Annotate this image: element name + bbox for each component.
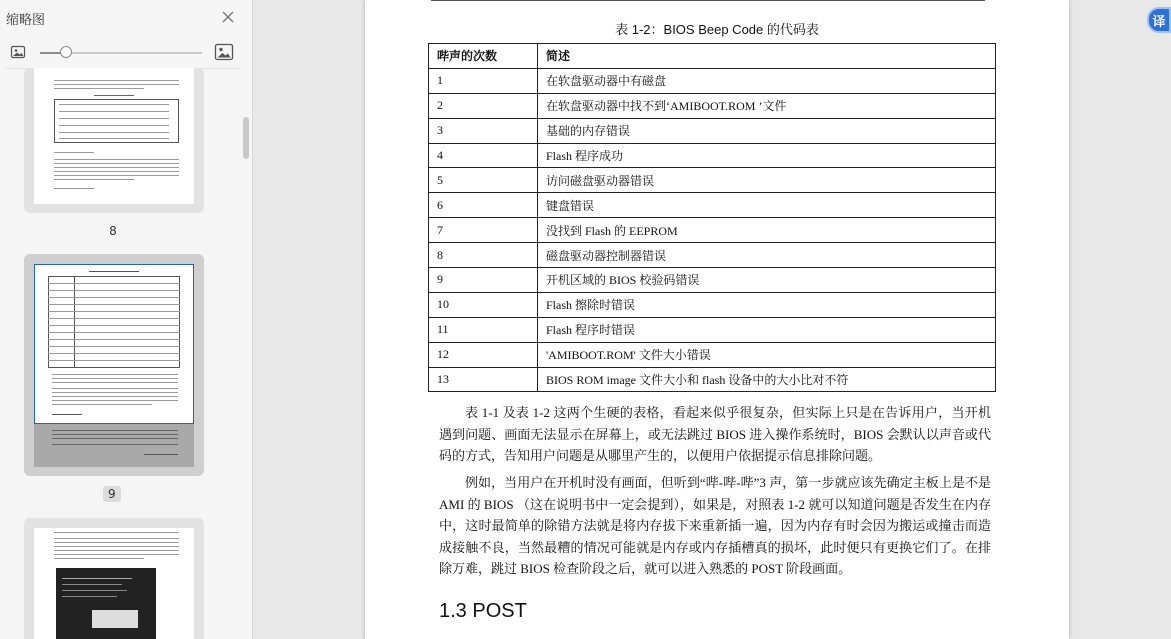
table-header-row [429, 44, 996, 69]
column-header: 哔声的次数 [429, 44, 538, 69]
beep-count: 2 [429, 93, 538, 118]
close-icon[interactable] [219, 8, 237, 26]
beep-count: 9 [429, 268, 538, 293]
translate-button[interactable]: 译 [1147, 7, 1171, 33]
table-row [429, 168, 996, 193]
slider-handle[interactable] [60, 46, 72, 58]
document-viewer[interactable] [253, 0, 1171, 639]
beep-code-table [428, 43, 996, 392]
table-row [429, 143, 996, 168]
beep-count: 12 [429, 342, 538, 367]
thumbnail-page-number: 8 [109, 224, 117, 238]
thumbnail-sidebar [0, 0, 253, 639]
sidebar-scrollbar[interactable] [243, 117, 249, 159]
small-thumbnail-icon[interactable] [10, 44, 26, 60]
table-row [429, 68, 996, 93]
beep-description: 基础的内存错误 [538, 118, 996, 143]
beep-description: 磁盘驱动器控制器错误 [538, 243, 996, 268]
beep-description: 没找到 Flash 的 EEPROM [538, 218, 996, 243]
beep-description: Flash 程序成功 [538, 143, 996, 168]
beep-count: 1 [429, 68, 538, 93]
section-heading: 1.3 POST [439, 600, 527, 622]
beep-count: 6 [429, 193, 538, 218]
table-row [429, 268, 996, 293]
large-thumbnail-icon[interactable] [214, 43, 234, 61]
beep-description: 开机区域的 BIOS 校验码错误 [538, 268, 996, 293]
table-row [429, 342, 996, 367]
beep-count: 8 [429, 243, 538, 268]
body-paragraph: 表 1-1 及表 1-2 这两个生硬的表格，看起来似乎很复杂，但实际上只是在告诉用户，当开机遇到问题、画面无法显示在屏幕上，或无法跳过 BIOS 进入操作系统时，BIOS 会默认以声音或代码的方式，告知用户问题是从哪里产生的，以便用户依据提示信息排除问题。 [439, 405, 991, 464]
beep-description: 'AMIBOOT.ROM' 文件大小错误 [538, 342, 996, 367]
beep-description: BIOS ROM image 文件大小和 flash 设备中的大小比对不符 [538, 367, 996, 392]
beep-description: Flash 擦除时错误 [538, 292, 996, 317]
beep-count: 7 [429, 218, 538, 243]
table-row [429, 243, 996, 268]
table-row [429, 367, 996, 392]
document-page [365, 0, 1069, 639]
table-row [429, 317, 996, 342]
beep-count: 4 [429, 143, 538, 168]
top-rule [431, 0, 985, 1]
thumbnail-page-10[interactable] [24, 518, 204, 639]
column-header: 简述 [538, 44, 996, 69]
thumbnail-page-number: 9 [103, 486, 121, 502]
table-row [429, 218, 996, 243]
thumbnail-page-9[interactable] [24, 254, 204, 476]
beep-description: Flash 程序时错误 [538, 317, 996, 342]
thumbnail-page-preview [34, 264, 194, 467]
beep-count: 3 [429, 118, 538, 143]
thumbnail-page-preview [34, 528, 194, 639]
thumbnail-page-preview [34, 68, 194, 204]
beep-count: 5 [429, 168, 538, 193]
beep-count: 10 [429, 292, 538, 317]
thumbnail-page-8[interactable] [24, 68, 204, 213]
table-row [429, 193, 996, 218]
table-row [429, 93, 996, 118]
sidebar-title: 缩略图 [6, 13, 46, 28]
beep-description: 在软盘驱动器中找不到‘AMIBOOT.ROM ’文件 [538, 93, 996, 118]
table-row [429, 118, 996, 143]
table-title: 表 1-2：BIOS Beep Code 的代码表 [615, 22, 819, 37]
beep-description: 在软盘驱动器中有磁盘 [538, 68, 996, 93]
body-paragraph: 例如，当用户在开机时没有画面，但听到“哔-哔-哔”3 声，第一步就应该先确定主板上是不是 AMI 的 BIOS （这在说明书中一定会提到），如果是，对照表 1-2 就可以知道问题是否发生在内存中，这时最简单的除错方法就是将内存拔下来重新插一遍，因为内存有时会因为搬运或撞击而造成接触不良，当然最糟的情况可能就是内存或内存插槽真的损坏，此时便只有更换它们了。在排除万难，跳过 BIOS 检查阶段之后，就可以进入熟悉的 POST 阶段画面。 [439, 475, 991, 577]
table-row [429, 292, 996, 317]
beep-description: 键盘错误 [538, 193, 996, 218]
beep-description: 访问磁盘驱动器错误 [538, 168, 996, 193]
beep-count: 11 [429, 317, 538, 342]
beep-count: 13 [429, 367, 538, 392]
